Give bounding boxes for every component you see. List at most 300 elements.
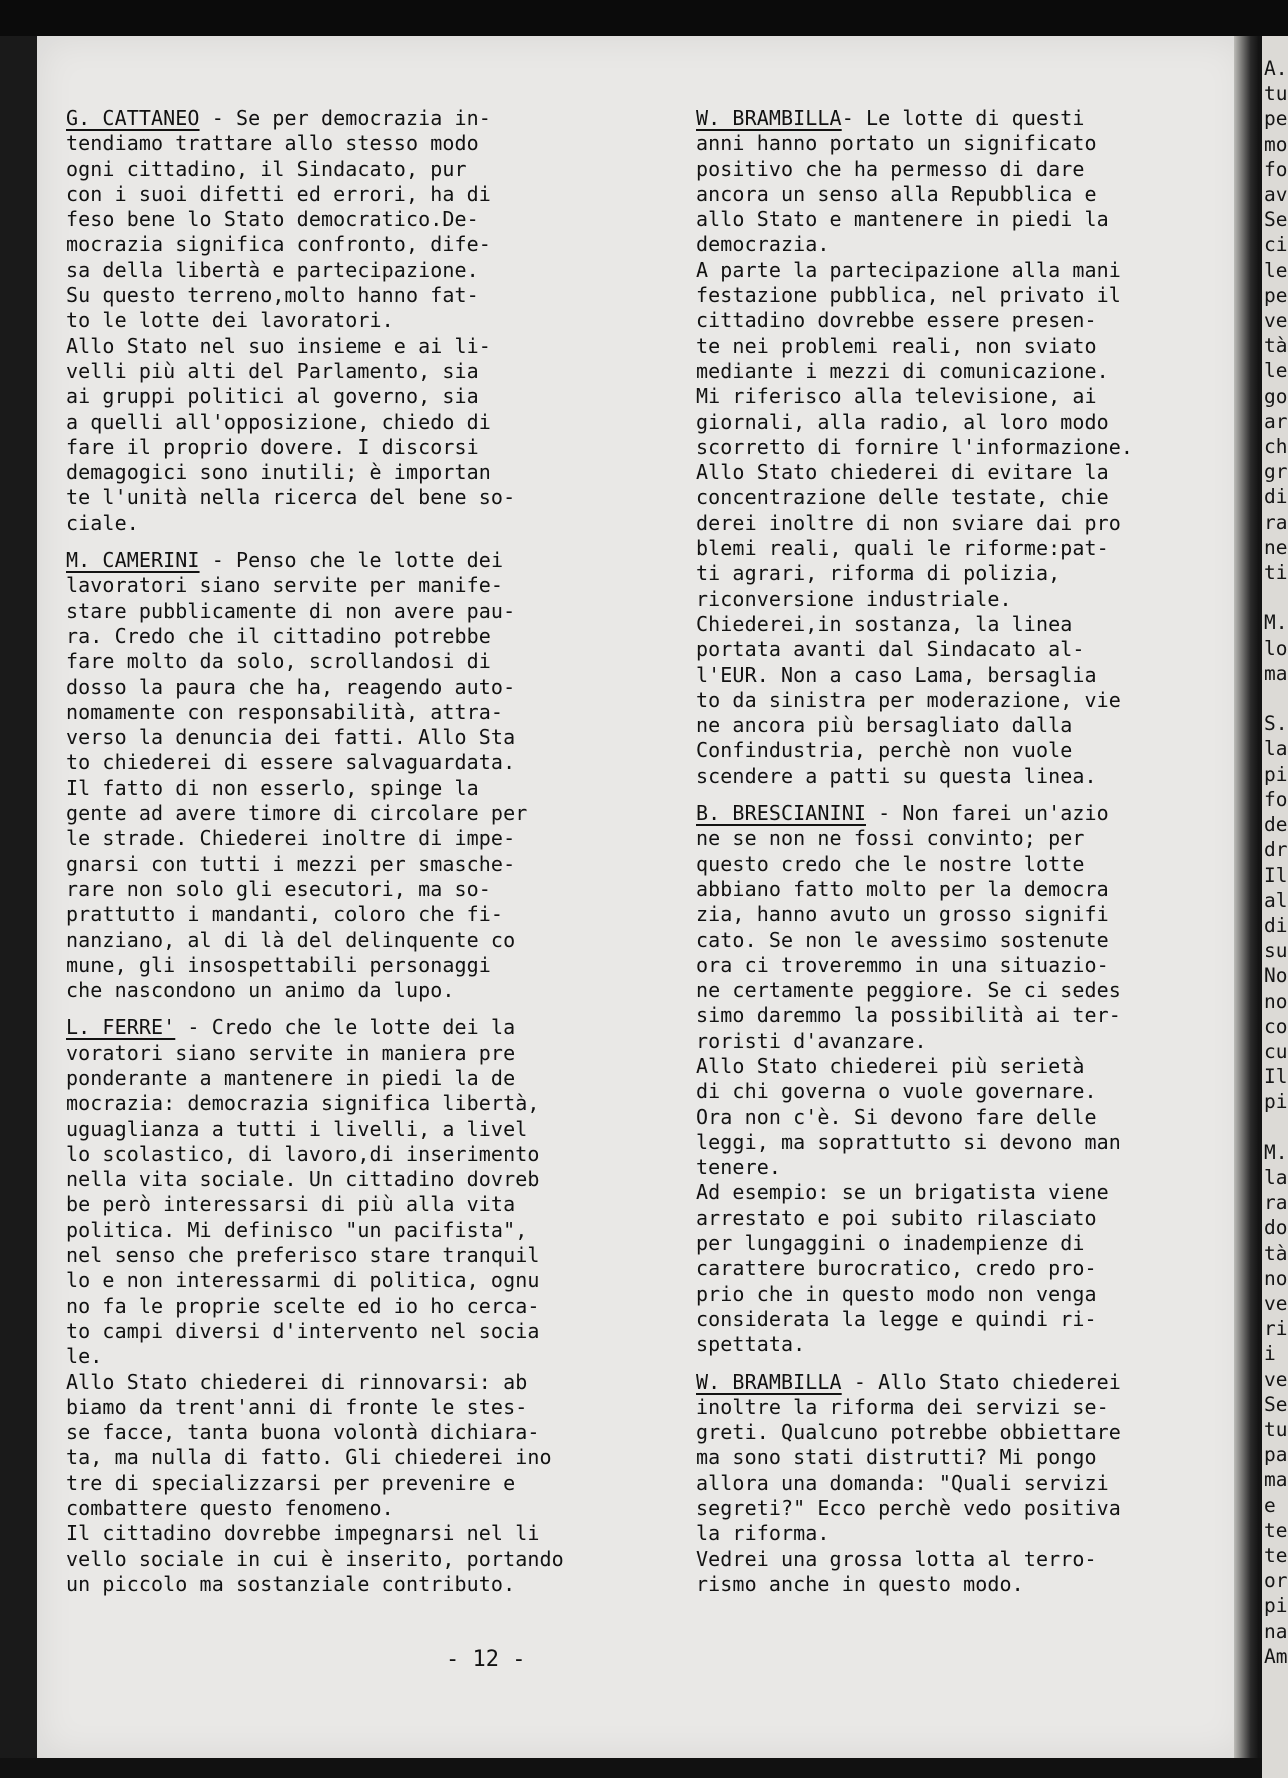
line-text: leggi, ma soprattutto si devono man [696, 1129, 1121, 1154]
text-line [66, 978, 666, 1003]
fragment-line: Il [1264, 863, 1288, 887]
line-text: Chiederei,in sostanza, la linea [696, 611, 1073, 636]
text-line [696, 637, 1236, 662]
text-line [66, 725, 666, 750]
text-line [66, 460, 666, 485]
text-line [66, 826, 666, 851]
text-line [66, 1344, 666, 1369]
text-line [66, 1319, 666, 1344]
interview-paragraph [696, 106, 1236, 789]
text-line [66, 902, 666, 927]
fragment-line: ve [1264, 1367, 1288, 1391]
fragment-line: tà [1264, 1241, 1288, 1265]
line-text: uguaglianza a tutti i livelli, a livel [66, 1116, 528, 1141]
line-text: con i suoi difetti ed errori, ha di [66, 181, 491, 206]
speaker-name: B. BRESCIANINI [696, 801, 866, 826]
line-text: zia, hanno avuto un grosso signifi [696, 902, 1109, 927]
text-line [696, 1003, 1236, 1028]
text-line [696, 953, 1236, 978]
text-line [696, 1307, 1236, 1332]
text-line [66, 485, 666, 510]
fragment-line: pi [1264, 1594, 1288, 1618]
text-line [696, 587, 1236, 612]
line-text: allo Stato e mantenere in piedi la [696, 207, 1109, 232]
text-line [696, 106, 1236, 131]
text-line [66, 1041, 666, 1066]
line-text: scorretto di fornire l'informazione. [696, 434, 1134, 459]
scan-left-edge [0, 36, 37, 1758]
line-text: velli più alti del Parlamento, sia [66, 358, 479, 383]
text-line [66, 1066, 666, 1091]
text-line [696, 232, 1236, 257]
line-text: giornali, alla radio, al loro modo [696, 409, 1109, 434]
line-text: lavoratori siano servite per manife- [66, 573, 504, 598]
line-text: per lungaggini o inadempienze di [696, 1231, 1085, 1256]
fragment-line: lo [1264, 636, 1288, 660]
line-text: simo daremmo la possibilità ai ter- [696, 1003, 1121, 1028]
line-text: mune, gli insospettabili personaggi [66, 952, 491, 977]
speaker-name: M. CAMERINI [66, 548, 200, 573]
line-text: un piccolo ma sostanziale contributo. [66, 1571, 516, 1596]
text-line [66, 624, 666, 649]
text-line [66, 852, 666, 877]
fragment-line: ra [1264, 1191, 1288, 1215]
fragment-line: no [1264, 1266, 1288, 1290]
line-text: carattere burocratico, credo pro- [696, 1256, 1097, 1281]
text-line [696, 1155, 1236, 1180]
line-text: ai gruppi politici al governo, sia [66, 384, 479, 409]
line-text: ciale. [66, 510, 139, 535]
line-text: Allo Stato chiederei di evitare la [696, 460, 1109, 485]
text-line [696, 157, 1236, 182]
fragment-line: M. [1264, 611, 1288, 635]
text-line [66, 1243, 666, 1268]
line-text: considerata la legge e quindi ri- [696, 1306, 1097, 1331]
fragment-line: ri [1264, 1317, 1288, 1341]
line-text: combattere questo fenomeno. [66, 1496, 394, 1521]
line-text: anni hanno portato un significato [696, 131, 1097, 156]
text-line [696, 384, 1236, 409]
text-line [66, 953, 666, 978]
line-text: concentrazione delle testate, chie [696, 485, 1109, 510]
line-text: la riforma. [696, 1521, 830, 1546]
speaker-name: L. FERRE' [66, 1015, 176, 1040]
fragment-line: fo [1264, 157, 1288, 181]
fragment-line: pi [1264, 1090, 1288, 1114]
text-line [696, 663, 1236, 688]
fragment-line: de [1264, 813, 1288, 837]
fragment-line: co [1264, 1014, 1288, 1038]
fragment-line: no [1264, 989, 1288, 1013]
fragment-line: ve [1264, 1291, 1288, 1315]
line-text: ne ancora più bersagliato dalla [696, 713, 1073, 738]
line-text: greti. Qualcuno potrebbe obbiettare [696, 1420, 1121, 1445]
fragment-line: Se [1264, 1392, 1288, 1416]
fragment-line: ci [1264, 233, 1288, 257]
text-line [696, 1420, 1236, 1445]
text-line [66, 776, 666, 801]
fragment-line: e [1264, 1493, 1276, 1517]
line-text: lo scolastico, di lavoro,di inserimento [66, 1141, 540, 1166]
line-text: to chiederei di essere salvaguardata. [66, 750, 516, 775]
text-line [66, 207, 666, 232]
fragment-line: pe [1264, 283, 1288, 307]
text-line [696, 1079, 1236, 1104]
text-line [696, 738, 1236, 763]
text-line [66, 308, 666, 333]
fragment-line: No [1264, 964, 1288, 988]
line-text: mocrazia significa confronto, dife- [66, 232, 491, 257]
text-line [696, 410, 1236, 435]
text-line [696, 612, 1236, 637]
fragment-line: le [1264, 258, 1288, 282]
line-text: che nascondono un animo da lupo. [66, 978, 455, 1003]
text-line [66, 334, 666, 359]
line-text: festazione pubblica, nel privato il [696, 283, 1121, 308]
text-line [66, 511, 666, 536]
page-number: - 12 - [446, 1647, 526, 1672]
text-line [66, 410, 666, 435]
text-line [696, 258, 1236, 283]
text-line [66, 1547, 666, 1572]
fragment-line: Il [1264, 1065, 1288, 1089]
fragment-line: Am [1264, 1644, 1288, 1668]
text-line [66, 1471, 666, 1496]
fragment-line: av [1264, 183, 1288, 207]
line-text: di chi governa o vuole governare. [696, 1079, 1097, 1104]
line-text: riconversione industriale. [696, 586, 1012, 611]
fragment-line: A. [1264, 57, 1288, 80]
line-text: prio che in questo modo non venga [696, 1281, 1097, 1306]
text-line [696, 978, 1236, 1003]
fragment-line: ra [1264, 510, 1288, 534]
speaker-name: G. CATTANEO [66, 106, 200, 130]
text-line [696, 536, 1236, 561]
line-text: ra. Credo che il cittadino potrebbe [66, 623, 491, 648]
line-text: l'EUR. Non a caso Lama, bersaglia [696, 662, 1097, 687]
line-text: tenere. [696, 1155, 781, 1180]
fragment-line: i [1264, 1342, 1276, 1366]
line-text: Il fatto di non esserlo, spinge la [66, 775, 479, 800]
adjacent-page-fragment [1262, 36, 1288, 1778]
line-text: feso bene lo Stato democratico.De- [66, 207, 479, 232]
text-line [696, 435, 1236, 460]
fragment-line: di [1264, 913, 1288, 937]
fragment-line: or [1264, 1569, 1288, 1593]
line-text: a quelli all'opposizione, chiedo di [66, 409, 491, 434]
line-text: - Credo che le lotte dei la [175, 1015, 516, 1040]
line-text: fare il proprio dovere. I discorsi [66, 434, 479, 459]
line-text: Il cittadino dovrebbe impegnarsi nel li [66, 1521, 540, 1546]
line-text: vello sociale in cui è inserito, portando [66, 1546, 564, 1571]
line-text: Su questo terreno,molto hanno fat- [66, 283, 479, 308]
fragment-line: cu [1264, 1039, 1288, 1063]
line-text: to campi diversi d'intervento nel socia [66, 1318, 540, 1343]
text-line [696, 1282, 1236, 1307]
text-line [66, 1395, 666, 1420]
text-line [696, 485, 1236, 510]
text-line [696, 1206, 1236, 1231]
text-line [66, 700, 666, 725]
line-text: te l'unità nella ricerca del bene so- [66, 485, 516, 510]
line-text: dosso la paura che ha, reagendo auto- [66, 674, 516, 699]
line-text: ta, ma nulla di fatto. Gli chiederei ino [66, 1445, 552, 1470]
line-text: cittadino dovrebbe essere presen- [696, 308, 1097, 333]
line-text: ti agrari, riforma di polizia, [696, 561, 1061, 586]
text-line [66, 750, 666, 775]
text-line [66, 1268, 666, 1293]
line-text: nel senso che preferisco stare tranquil [66, 1243, 540, 1268]
text-line [696, 688, 1236, 713]
line-text: - Penso che le lotte dei [199, 548, 504, 573]
line-text: cato. Se non le avessimo sostenute [696, 927, 1109, 952]
text-line [696, 283, 1236, 308]
text-line [696, 1572, 1236, 1597]
line-text: ne certamente peggiore. Se ci sedes [696, 978, 1121, 1003]
text-line [696, 1395, 1236, 1420]
text-line [696, 877, 1236, 902]
text-line [696, 801, 1236, 826]
speaker-name: W. BRAMBILLA [696, 1369, 842, 1394]
text-line [66, 877, 666, 902]
line-text: be però interessarsi di più alla vita [66, 1192, 516, 1217]
fragment-line: tu [1264, 82, 1288, 106]
line-text: nomamente con responsabilità, attra- [66, 699, 504, 724]
text-line [696, 1029, 1236, 1054]
text-line [66, 232, 666, 257]
fragment-line: S. [1264, 712, 1288, 736]
text-line [66, 1572, 666, 1597]
line-text: politica. Mi definisco "un pacifista", [66, 1217, 528, 1242]
line-text: spettata. [696, 1332, 806, 1357]
text-line [66, 258, 666, 283]
text-line [66, 182, 666, 207]
line-text: Confindustria, perchè non vuole [696, 738, 1073, 763]
fragment-line [1262, 1115, 1288, 1140]
line-text: scendere a patti su questa linea. [696, 763, 1097, 788]
text-line [66, 157, 666, 182]
text-line [66, 928, 666, 953]
fragment-line: su [1264, 939, 1288, 963]
line-text: nella vita sociale. Un cittadino dovreb [66, 1167, 540, 1192]
fragment-line: Se [1264, 208, 1288, 232]
fragment-line: la [1264, 1165, 1288, 1189]
text-line [696, 1547, 1236, 1572]
line-text: Vedrei una grossa lotta al terro- [696, 1546, 1097, 1571]
text-line [696, 1332, 1236, 1357]
line-text: tendiamo trattare allo stesso modo [66, 131, 479, 156]
line-text: blemi reali, quali le riforme:pat- [696, 536, 1109, 561]
line-text: nanziano, al di là del delinquente co [66, 927, 516, 952]
fragment-line: do [1264, 1216, 1288, 1240]
interview-paragraph [66, 548, 666, 1003]
fragment-line: te [1264, 1543, 1288, 1567]
text-line [696, 207, 1236, 232]
line-text: allora una domanda: "Quali servizi [696, 1470, 1109, 1495]
fragment-line: mo [1264, 132, 1288, 156]
text-line [66, 1192, 666, 1217]
fragment-line: ne [1264, 535, 1288, 559]
line-text: - Se per democrazia in- [199, 106, 491, 130]
fragment-line: dr [1264, 838, 1288, 862]
line-text: voratori siano servite in maniera pre [66, 1040, 516, 1065]
line-text: se facce, tanta buona volontà dichiara- [66, 1420, 540, 1445]
line-text: le. [66, 1344, 103, 1369]
fragment-line: na [1264, 1619, 1288, 1643]
line-text: Allo Stato nel suo insieme e ai li- [66, 333, 491, 358]
fragment-line: ma [1264, 1468, 1288, 1492]
text-line [66, 1294, 666, 1319]
fragment-line: al [1264, 888, 1288, 912]
text-line [66, 1496, 666, 1521]
text-line [696, 359, 1236, 384]
text-line [66, 359, 666, 384]
fragment-line: tu [1264, 1417, 1288, 1441]
fragment-line: go [1264, 384, 1288, 408]
binding-gutter [1234, 36, 1258, 1758]
line-text: verso la denuncia dei fatti. Allo Sta [66, 725, 516, 750]
fragment-line: pe [1264, 107, 1288, 131]
line-text: positivo che ha permesso di dare [696, 156, 1085, 181]
line-text: to le lotte dei lavoratori. [66, 308, 394, 333]
text-line [696, 460, 1236, 485]
line-text: - Allo Stato chiederei [841, 1369, 1121, 1394]
fragment-line: te [1264, 1518, 1288, 1542]
text-line [66, 573, 666, 598]
line-text: A parte la partecipazione alla mani [696, 257, 1121, 282]
text-line [696, 1445, 1236, 1470]
line-text: portata avanti dal Sindacato al- [696, 637, 1085, 662]
text-line [696, 1496, 1236, 1521]
text-line [696, 928, 1236, 953]
text-line [66, 599, 666, 624]
text-line [696, 1256, 1236, 1281]
fragment-line: di [1264, 485, 1288, 509]
text-line [696, 561, 1236, 586]
text-line [696, 713, 1236, 738]
line-text: ne se non ne fossi convinto; per [696, 826, 1085, 851]
line-text: - Non farei un'azio [865, 801, 1109, 826]
line-text: biamo da trent'anni di fronte le stes- [66, 1394, 528, 1419]
right-column [696, 106, 1236, 1609]
line-text: to da sinistra per moderazione, vie [696, 687, 1121, 712]
line-text: mocrazia: democrazia significa libertà, [66, 1091, 540, 1116]
line-text: stare pubblicamente di non avere pau- [66, 598, 516, 623]
fragment-line: ar [1264, 409, 1288, 433]
text-line [66, 1370, 666, 1395]
line-text: rismo anche in questo modo. [696, 1571, 1024, 1596]
line-text: le strade. Chiederei inoltre di impe- [66, 826, 516, 851]
fragment-line: pa [1264, 1443, 1288, 1467]
line-text: mediante i mezzi di comunicazione. [696, 358, 1109, 383]
line-text: rare non solo gli esecutori, ma so- [66, 876, 491, 901]
line-text: roristi d'avanzare. [696, 1028, 927, 1053]
line-text: ancora un senso alla Repubblica e [696, 181, 1097, 206]
fragment-line: M. [1264, 1140, 1288, 1164]
fragment-line: gr [1264, 460, 1288, 484]
line-text: prattutto i mandanti, coloro che fi- [66, 902, 504, 927]
text-line [66, 1167, 666, 1192]
text-line [66, 1117, 666, 1142]
text-line [696, 1231, 1236, 1256]
text-line [66, 131, 666, 156]
line-text: derei inoltre di non sviare dai pro [696, 510, 1121, 535]
line-text: fare molto da solo, scrollandosi di [66, 649, 491, 674]
text-line [696, 131, 1236, 156]
text-line [66, 106, 666, 131]
text-line [696, 1471, 1236, 1496]
line-text: te nei problemi reali, non sviato [696, 333, 1097, 358]
text-line [696, 308, 1236, 333]
text-line [696, 1521, 1236, 1546]
text-line [696, 1105, 1236, 1130]
line-text: Ora non c'è. Si devono fare delle [696, 1104, 1097, 1129]
line-text: ora ci troveremmo in una situazio- [696, 952, 1109, 977]
text-line [66, 1015, 666, 1040]
fragment-line: ti [1264, 561, 1288, 585]
text-line [66, 283, 666, 308]
fragment-line: le [1264, 359, 1288, 383]
line-text: gnarsi con tutti i mezzi per smasche- [66, 851, 516, 876]
text-line [696, 511, 1236, 536]
line-text: lo e non interessarmi di politica, ognu [66, 1268, 540, 1293]
text-line [66, 675, 666, 700]
text-line [66, 801, 666, 826]
text-line [66, 384, 666, 409]
fragment-line [1262, 686, 1288, 711]
line-text: questo credo che le nostre lotte [696, 851, 1085, 876]
text-line [696, 826, 1236, 851]
interview-paragraph [696, 1370, 1236, 1598]
line-text: sa della libertà e partecipazione. [66, 257, 479, 282]
text-line [66, 649, 666, 674]
text-line [696, 1054, 1236, 1079]
text-line [696, 1370, 1236, 1395]
interview-paragraph [696, 801, 1236, 1358]
text-line [66, 1142, 666, 1167]
text-line [66, 1091, 666, 1116]
text-line [696, 1180, 1236, 1205]
line-text: abbiano fatto molto per la democra [696, 876, 1109, 901]
interview-paragraph [66, 1015, 666, 1597]
line-text: ogni cittadino, il Sindacato, pur [66, 156, 467, 181]
text-line [696, 182, 1236, 207]
fragment-line: fo [1264, 787, 1288, 811]
text-line [66, 1420, 666, 1445]
text-line [66, 548, 666, 573]
line-text: no fa le proprie scelte ed io ho cerca- [66, 1293, 540, 1318]
text-line [66, 1521, 666, 1546]
speaker-name: W. BRAMBILLA [696, 106, 842, 130]
fragment-line [1262, 585, 1288, 610]
interview-paragraph [66, 106, 666, 536]
text-line [696, 1130, 1236, 1155]
line-text: demagogici sono inutili; è importan [66, 460, 491, 485]
fragment-line: ve [1264, 309, 1288, 333]
line-text: Allo Stato chiederei più serietà [696, 1053, 1085, 1078]
text-line [696, 902, 1236, 927]
line-text: segreti?" Ecco perchè vedo positiva [696, 1496, 1121, 1521]
fragment-line: ch [1264, 435, 1288, 459]
line-text: tre di specializzarsi per prevenire e [66, 1470, 516, 1495]
left-column [66, 106, 666, 1609]
scan-top-edge [0, 0, 1288, 36]
fragment-line: tà [1264, 334, 1288, 358]
line-text: inoltre la riforma dei servizi se- [696, 1394, 1109, 1419]
text-line [66, 435, 666, 460]
text-line [66, 1445, 666, 1470]
fragment-line: pi [1264, 762, 1288, 786]
